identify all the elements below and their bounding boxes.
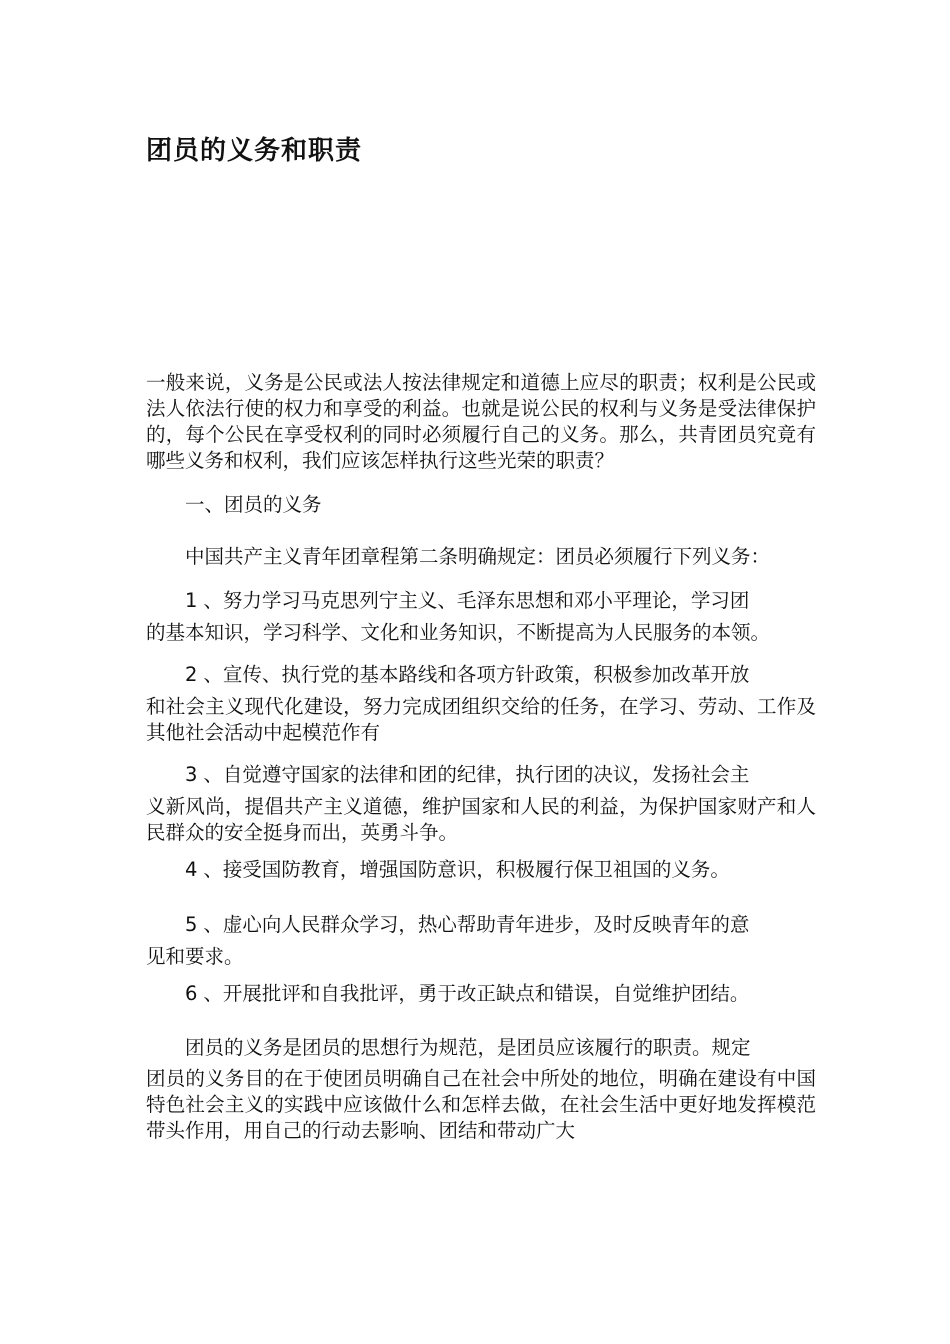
duty-number: 4 [185,858,198,881]
document-title: 团员的义务和职责 [146,136,363,166]
summary-line1: 团员的义务是团员的思想行为规范，是团员应该履行的职责。规定 [185,1036,751,1059]
duty-text-line1: 、开展批评和自我批评，勇于改正缺点和错误，自觉维护团结。 [203,982,750,1005]
duty-number: 3 [185,763,198,786]
duty-item-3 [146,756,816,846]
duty-text-line1: 、自觉遵守国家的法律和团的纪律，执行团的决议，发扬社会主 [203,763,750,786]
section-heading: 一、团员的义务 [185,493,322,516]
document-body [146,370,816,1144]
duty-text-rest: 的基本知识，学习科学、文化和业务知识，不断提高为人民服务的本领。 [146,621,771,644]
duty-text-rest: 义新风尚，提倡共产主义道德，维护国家和人民的利益，为保护国家财产和人民群众的安全挺身而出，英勇斗争。 [146,795,816,844]
duty-item-5 [146,906,816,970]
duty-number: 6 [185,982,198,1005]
duty-number: 2 [185,663,198,686]
duty-number: 1 [185,589,198,612]
duty-item-2 [146,656,816,746]
intro-paragraph: 一般来说，义务是公民或法人按法律规定和道德上应尽的职责；权利是公民或法人依法行使的权力和享受的利益。也就是说公民的权利与义务是受法律保护的，每个公民在享受权利的同时必须履行自己的义务。那么，共青团员究竟有哪些义务和权利，我们应该怎样执行这些光荣的职责？ [146,371,816,472]
duty-text-line1: 、宣传、执行党的基本路线和各项方针政策，积极参加改革开放 [203,663,750,686]
duty-text-line1: 、虚心向人民群众学习，热心帮助青年进步，及时反映青年的意 [203,913,750,936]
summary-paragraph [146,1030,816,1144]
duty-number: 5 [185,913,198,936]
duty-text-rest: 和社会主义现代化建设，努力完成团组织交给的任务，在学习、劳动、工作及其他社会活动中起模范作有 [146,695,816,744]
duty-item-4 [146,856,816,884]
summary-rest: 团员的义务目的在于使团员明确自己在社会中所处的地位，明确在建设有中国特色社会主义的实践中应该做什么和怎样去做，在社会生活中更好地发挥模范带头作用，用自己的行动去影响、团结和带动广大 [146,1067,816,1142]
duty-item-1 [146,582,816,646]
lead-paragraph: 中国共产主义青年团章程第二条明确规定：团员必须履行下列义务： [185,545,771,568]
duty-text-rest: 见和要求。 [146,945,244,968]
duty-text-line1: 、接受国防教育，增强国防意识，积极履行保卫祖国的义务。 [203,858,730,881]
duty-item-6 [146,980,816,1008]
duty-text-line1: 、努力学习马克思列宁主义、毛泽东思想和邓小平理论，学习团 [203,589,750,612]
